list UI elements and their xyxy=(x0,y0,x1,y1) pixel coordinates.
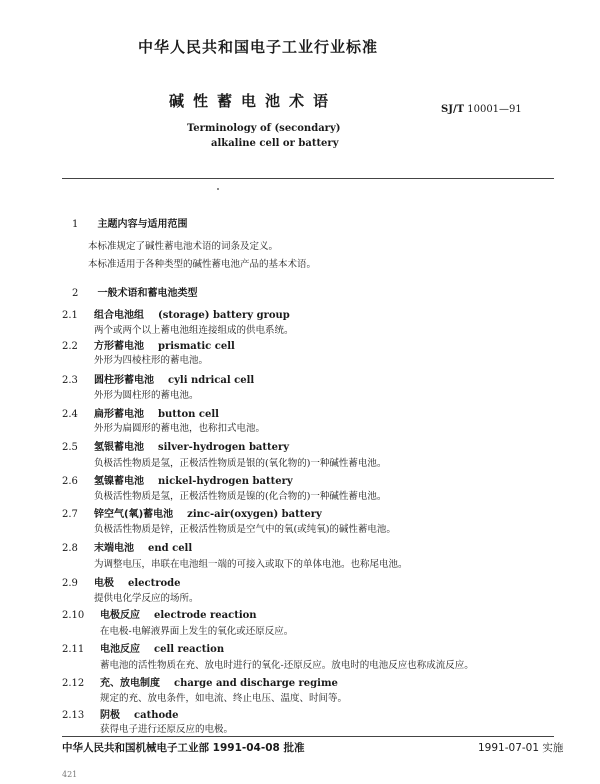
term-number: 2.2 xyxy=(62,341,78,352)
term-en: charge and discharge regime xyxy=(174,678,338,689)
term-en: cyli ndrical cell xyxy=(168,375,255,386)
standard-code-number: 10001—91 xyxy=(467,104,522,115)
term-en: zinc-air(oxygen) battery xyxy=(187,509,322,520)
term-entry xyxy=(62,574,181,589)
section-1-heading xyxy=(72,212,187,231)
term-definition: 两个或两个以上蓄电池组连接组成的供电系统。 xyxy=(94,325,294,336)
term-entry xyxy=(62,640,224,655)
approval-statement: 中华人民共和国机械电子工业部 1991-04-08 批准 xyxy=(62,742,305,754)
term-entry xyxy=(62,337,235,352)
term-en: button cell xyxy=(158,409,219,420)
document-title-en-line2: alkaline cell or battery xyxy=(211,138,339,149)
scan-speck xyxy=(217,188,219,190)
standard-code-prefix: SJ/T xyxy=(441,104,465,115)
term-number: 2.12 xyxy=(62,678,85,689)
section-2-title: 一般术语和蓄电池类型 xyxy=(97,288,198,299)
term-definition: 蓄电池的活性物质在充、放电时进行的氧化-还原反应。放电时的电池反应也称成流反应。 xyxy=(100,660,474,671)
term-cn: 电极 xyxy=(94,578,114,589)
header-divider xyxy=(62,178,554,179)
term-definition: 获得电子进行还原反应的电极。 xyxy=(100,724,234,735)
footer-divider xyxy=(62,736,554,737)
term-en: nickel-hydrogen battery xyxy=(158,476,293,487)
term-en: silver-hydrogen battery xyxy=(158,442,290,453)
term-cn: 组合电池组 xyxy=(94,310,144,321)
document-title-en-line1: Terminology of (secondary) xyxy=(187,123,341,134)
term-entry xyxy=(62,674,338,689)
term-entry xyxy=(62,306,290,321)
term-number: 2.8 xyxy=(62,543,78,554)
term-definition: 负极活性物质是氢，正极活性物质是银的(氧化物的)一种碱性蓄电池。 xyxy=(94,458,387,469)
term-en: (storage) battery group xyxy=(158,310,290,321)
term-en: electrode xyxy=(128,578,181,589)
term-cn: 氢银蓄电池 xyxy=(94,442,144,453)
term-number: 2.6 xyxy=(62,476,78,487)
term-number: 2.9 xyxy=(62,578,78,589)
term-entry xyxy=(62,606,257,621)
term-cn: 阴极 xyxy=(100,710,120,721)
term-definition: 规定的充、放电条件，如电流、终止电压、温度、时间等。 xyxy=(100,693,348,704)
term-definition: 外形为扁圆形的蓄电池，也称扣式电池。 xyxy=(94,423,266,434)
term-number: 2.5 xyxy=(62,442,78,453)
term-en: cell reaction xyxy=(154,644,225,655)
term-cn: 氢镍蓄电池 xyxy=(94,476,144,487)
term-entry xyxy=(62,371,254,386)
term-entry xyxy=(62,505,322,520)
term-entry xyxy=(62,438,289,453)
term-definition: 提供电化学反应的场所。 xyxy=(94,593,199,604)
term-cn: 充、放电制度 xyxy=(100,678,160,689)
term-number: 2.7 xyxy=(62,509,78,520)
document-title-cn: 碱性蓄电池术语 xyxy=(169,92,338,110)
term-number: 2.11 xyxy=(62,644,85,655)
standard-category: 中华人民共和国电子工业行业标准 xyxy=(138,38,379,56)
term-entry xyxy=(62,472,293,487)
term-definition: 外形为圆柱形的蓄电池。 xyxy=(94,390,199,401)
term-cn: 末端电池 xyxy=(94,543,134,554)
term-entry xyxy=(62,706,178,721)
term-number: 2.1 xyxy=(62,310,78,321)
implementation-date: 1991-07-01 实施 xyxy=(478,742,564,754)
section-1-number: 1 xyxy=(72,219,79,230)
term-definition: 负极活性物质是锌，正极活性物质是空气中的氧(或纯氧)的碱性蓄电池。 xyxy=(94,524,396,535)
term-en: end cell xyxy=(148,543,193,554)
section-2-heading xyxy=(72,281,197,300)
term-definition: 在电极-电解液界面上发生的氧化或还原反应。 xyxy=(100,626,294,637)
term-cn: 方形蓄电池 xyxy=(94,341,144,352)
term-cn: 电池反应 xyxy=(100,644,140,655)
term-en: prismatic cell xyxy=(158,341,235,352)
section-1-line-2: 本标准适用于各种类型的碱性蓄电池产品的基本术语。 xyxy=(88,259,317,270)
term-number: 2.10 xyxy=(62,610,85,621)
section-1-line-1: 本标准规定了碱性蓄电池术语的词条及定义。 xyxy=(88,241,279,252)
term-number: 2.13 xyxy=(62,710,85,721)
term-entry xyxy=(62,405,219,420)
term-en: cathode xyxy=(134,710,179,721)
standard-code xyxy=(441,104,522,115)
term-cn: 锌空气(氧)蓄电池 xyxy=(94,509,174,520)
section-2-number: 2 xyxy=(72,288,79,299)
term-definition: 外形为四棱柱形的蓄电池。 xyxy=(94,355,209,366)
term-definition: 负极活性物质是氢，正极活性物质是镍的(化合物的)一种碱性蓄电池。 xyxy=(94,491,387,502)
term-cn: 电极反应 xyxy=(100,610,140,621)
term-en: electrode reaction xyxy=(154,610,257,621)
term-cn: 扁形蓄电池 xyxy=(94,409,144,420)
term-definition: 为调整电压，串联在电池组一端的可接入或取下的单体电池。也称尾电池。 xyxy=(94,559,408,570)
term-number: 2.4 xyxy=(62,409,78,420)
page-number: 421 xyxy=(62,770,78,779)
term-cn: 圆柱形蓄电池 xyxy=(94,375,154,386)
term-number: 2.3 xyxy=(62,375,78,386)
section-1-title: 主题内容与适用范围 xyxy=(97,219,188,230)
term-entry xyxy=(62,539,192,554)
